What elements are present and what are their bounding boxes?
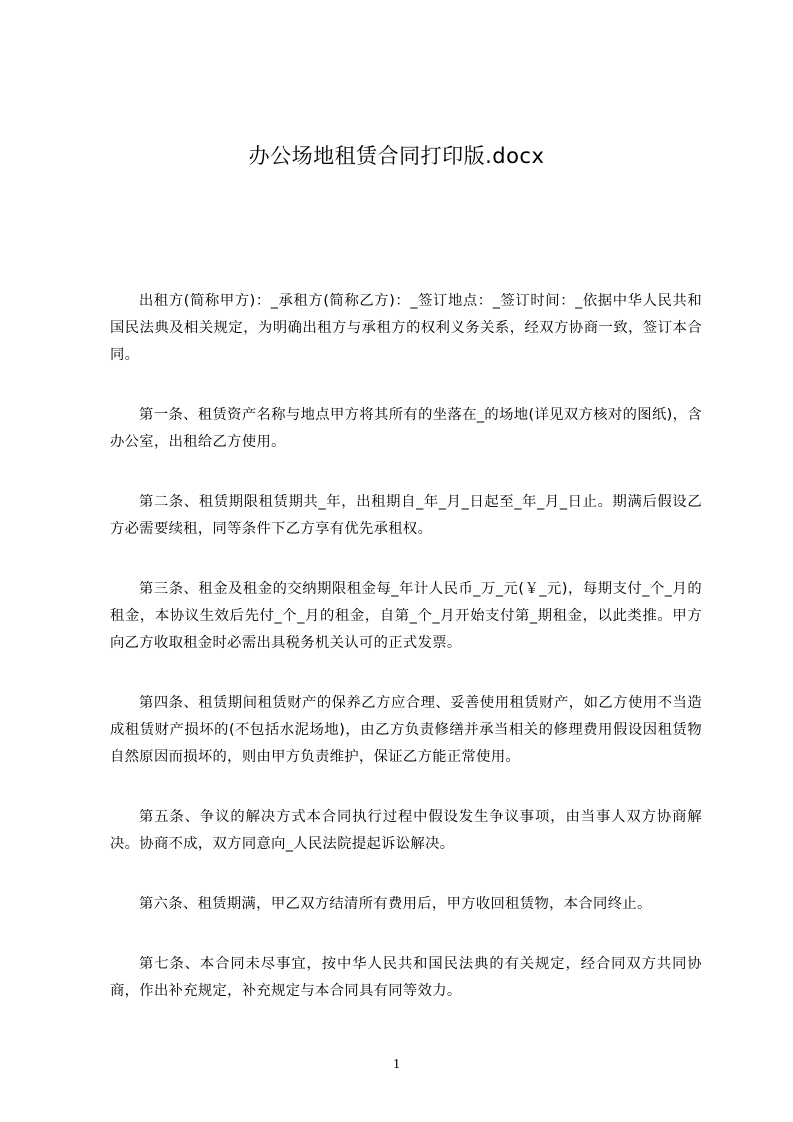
paragraph-parties: 出租方(简称甲方)：_承租方(简称乙方)：_签订地点：_签订时间：_依据中华人民共和国民法典及相关规定，为明确出租方与承租方的权利义务关系，经双方协商一致，签订本合同。 bbox=[110, 293, 702, 363]
document-body bbox=[110, 288, 702, 1038]
paragraph-article-1: 第一条、租赁资产名称与地点甲方将其所有的坐落在_的场地(详见双方核对的图纸)，含办公室，出租给乙方使用。 bbox=[110, 407, 702, 450]
paragraph-article-7: 第七条、本合同未尽事宜，按中华人民共和国民法典的有关规定，经合同双方共同协商，作出补充规定，补充规定与本合同具有同等效力。 bbox=[110, 956, 702, 999]
paragraph-article-2: 第二条、租赁期限租赁期共_年，出租期自_年_月_日起至_年_月_日止。期满后假设乙方必需要续租，同等条件下乙方享有优先承租权。 bbox=[110, 494, 702, 537]
page-number: 1 bbox=[393, 1057, 400, 1072]
paragraph-article-6: 第六条、租赁期满，甲乙双方结清所有费用后，甲方收回租赁物，本合同终止。 bbox=[139, 896, 652, 912]
document-title: 办公场地租赁合同打印版.docx bbox=[248, 144, 545, 168]
paragraph-article-3: 第三条、租金及租金的交纳期限租金每_年计人民币_万_元(￥_元)，每期支付_个_月的租金，本协议生效后先付_个_月的租金，自第_个_月开始支付第_期租金，以此类推。甲方向乙方收取租金时必需出具税务机关认可的正式发票。 bbox=[110, 581, 702, 651]
paragraph-article-4: 第四条、租赁期间租赁财产的保养乙方应合理、妥善使用租赁财产，如乙方使用不当造成租赁财产损坏的(不包括水泥场地)，由乙方负责修缮并承当相关的修理费用假设因租赁物自然原因而损坏的，则由甲方负责维护，保证乙方能正常使用。 bbox=[110, 695, 702, 765]
paragraph-article-5: 第五条、争议的解决方式本合同执行过程中假设发生争议事项，由当事人双方协商解决。协商不成，双方同意向_人民法院提起诉讼解决。 bbox=[110, 809, 702, 852]
